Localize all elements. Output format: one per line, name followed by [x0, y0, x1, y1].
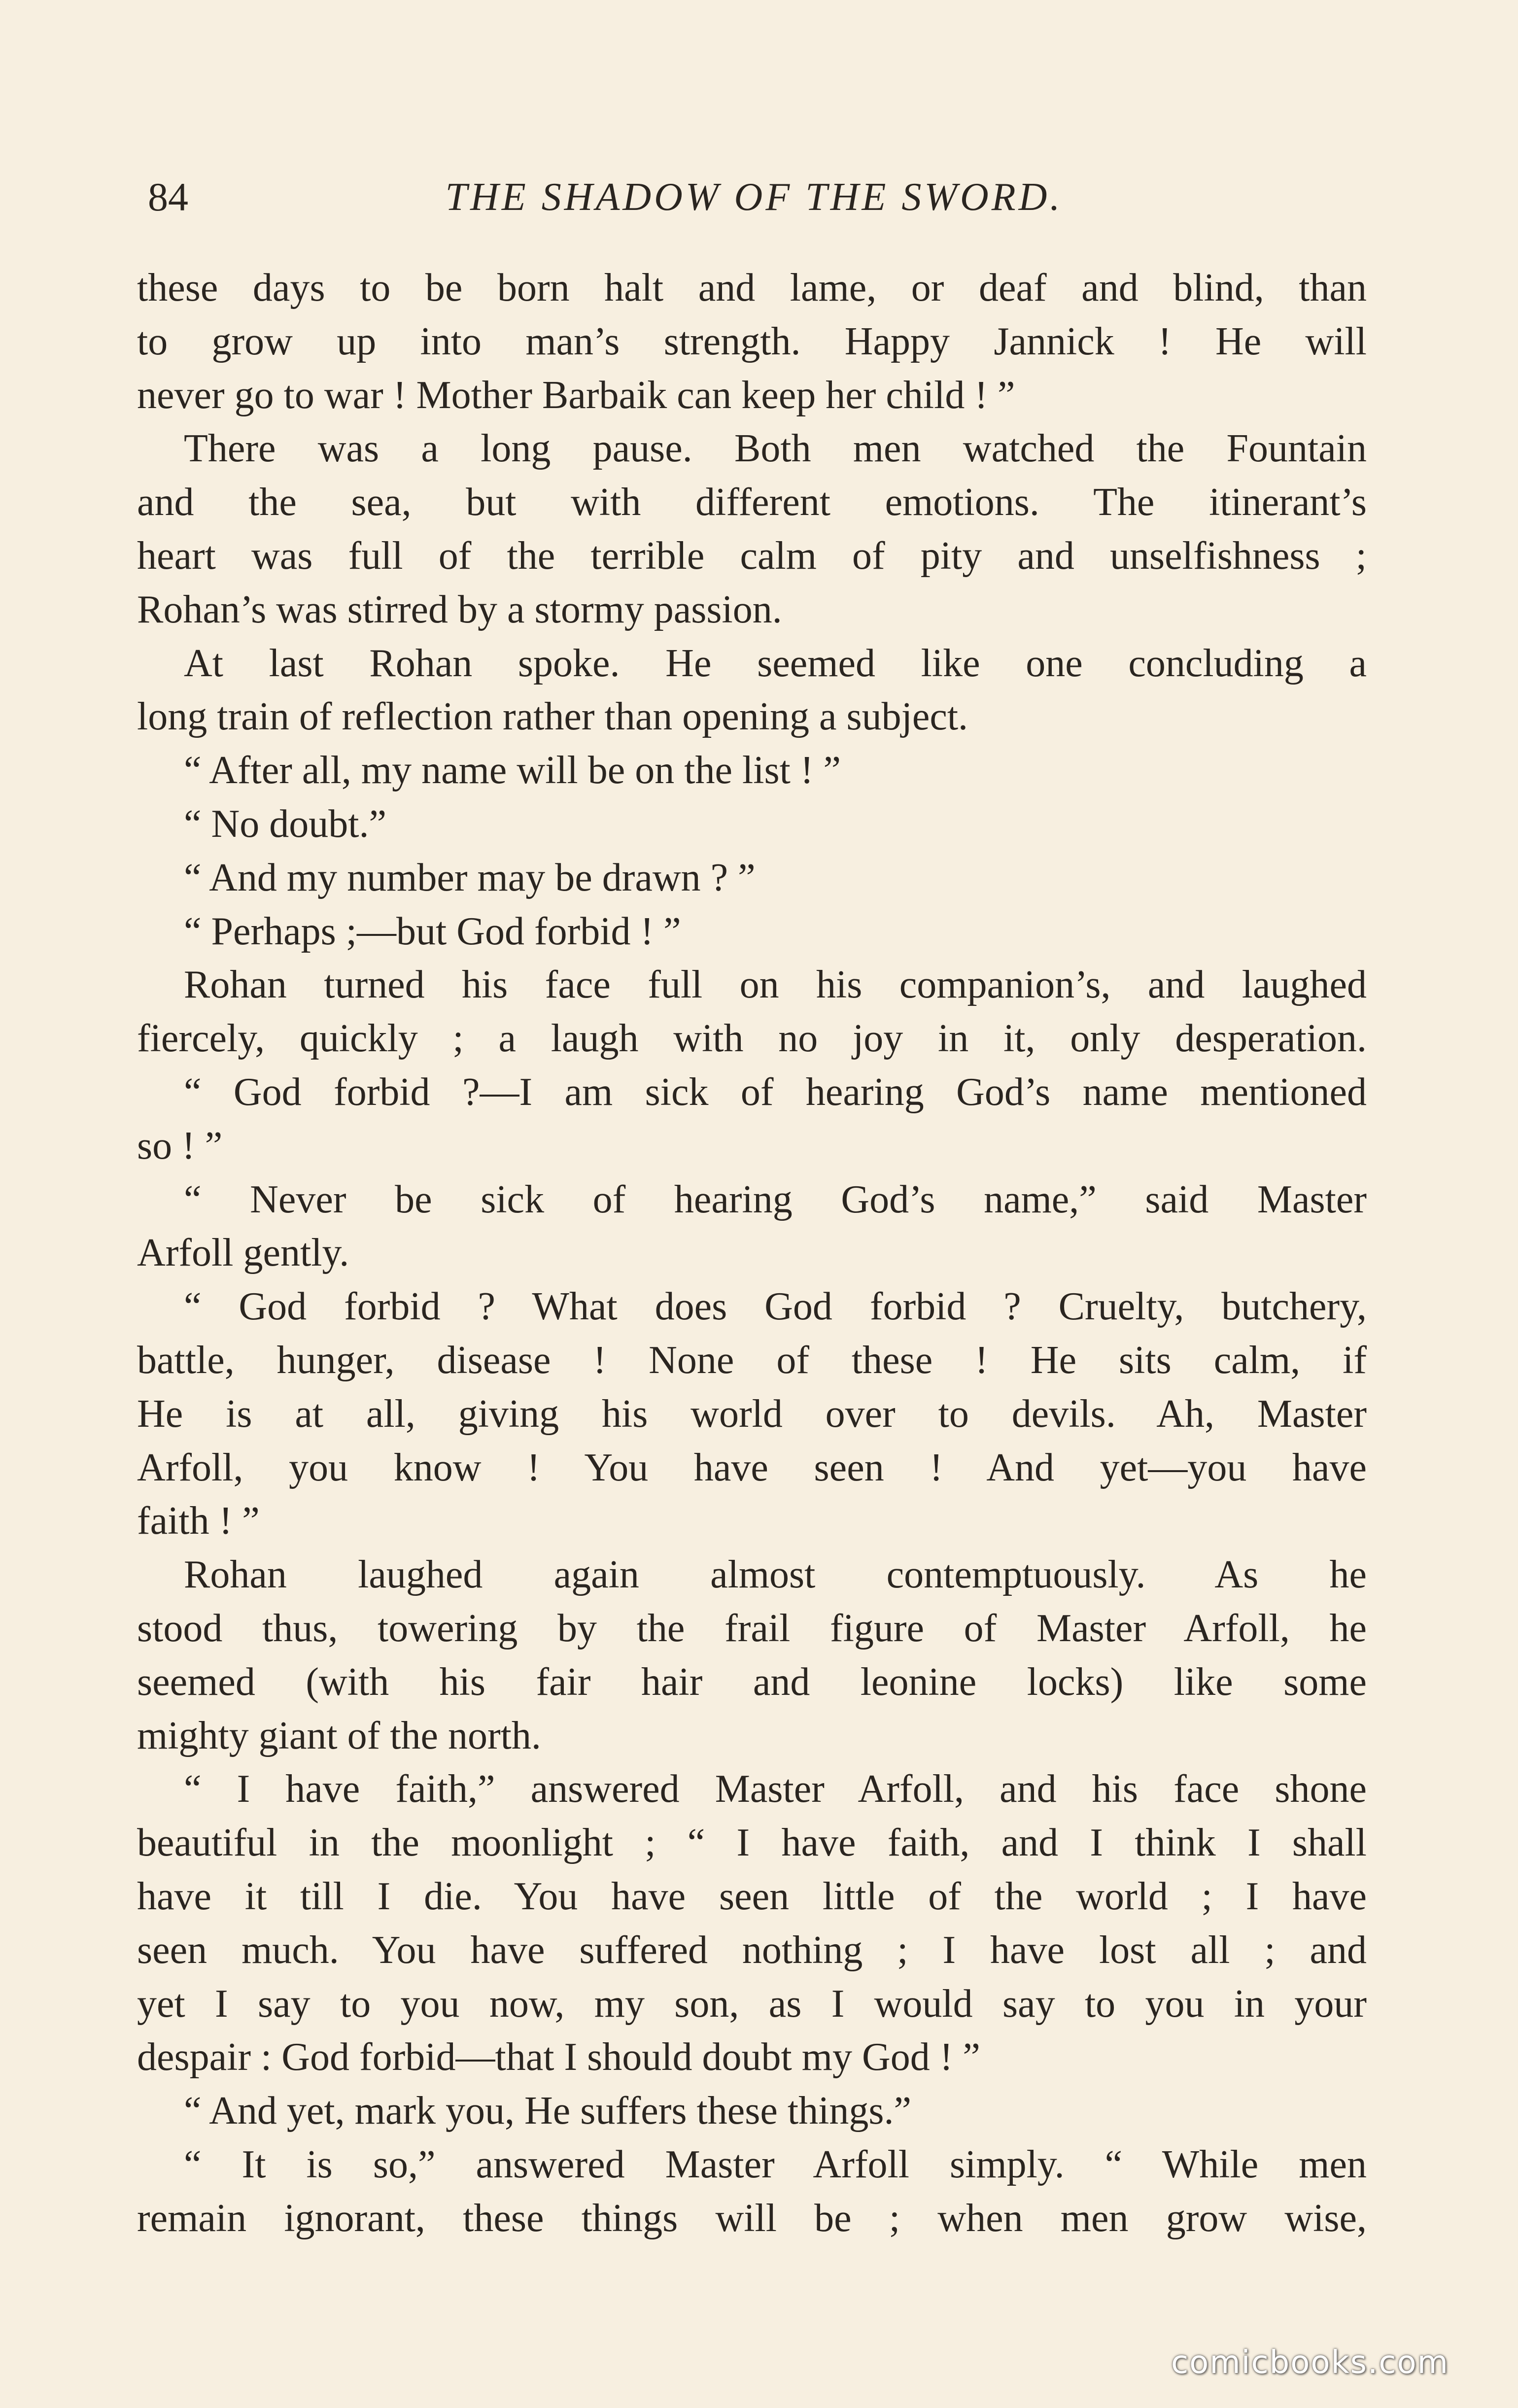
- text-line: to grow up into man’s strength. Happy Jannick ! He will: [137, 319, 1367, 363]
- text-line: There was a long pause. Both men watched the Fountain: [184, 427, 1367, 471]
- text-line: have it till I die. You have seen little of the world ; I have: [137, 1874, 1367, 1918]
- text-line: remain ignorant, these things will be ; when men grow wise,: [137, 2196, 1367, 2240]
- text-line: Rohan turned his face full on his companion’s, and laughed: [184, 963, 1367, 1007]
- text-line: yet I say to you now, my son, as I would say to you in your: [137, 1982, 1367, 2026]
- text-line: “ And my number may be drawn ? ”: [184, 856, 756, 899]
- text-line: despair : God forbid—that I should doubt my God ! ”: [137, 2035, 980, 2079]
- text-line: fiercely, quickly ; a laugh with no joy in it, only desperation.: [137, 1017, 1367, 1061]
- text-line: “ And yet, mark you, He suffers these things.”: [184, 2089, 911, 2133]
- text-line: stood thus, towering by the frail figure of Master Arfoll, he: [137, 1606, 1367, 1650]
- text-line: “ God forbid ?—I am sick of hearing God’s name mentioned: [184, 1070, 1367, 1114]
- text-line: seen much. You have suffered nothing ; I have lost all ; and: [137, 1928, 1367, 1972]
- text-line: never go to war ! Mother Barbaik can keep her child ! ”: [137, 373, 1015, 417]
- text-line: long train of reflection rather than opening a subject.: [137, 695, 968, 739]
- text-line: faith ! ”: [137, 1499, 260, 1543]
- text-line: Arfoll gently.: [137, 1231, 349, 1275]
- text-line: mighty giant of the north.: [137, 1714, 541, 1757]
- text-line: heart was full of the terrible calm of pity and unselfishness ;: [137, 534, 1367, 578]
- text-line: so ! ”: [137, 1124, 223, 1168]
- text-line: “ No doubt.”: [184, 802, 387, 846]
- text-line: battle, hunger, disease ! None of these ! He sits calm, if: [137, 1338, 1367, 1382]
- text-line: and the sea, but with different emotions. The itinerant’s: [137, 481, 1367, 524]
- text-line: “ Never be sick of hearing God’s name,” said Master: [184, 1177, 1367, 1221]
- body-text: [137, 261, 1367, 2245]
- text-line: “ After all, my name will be on the list ! ”: [184, 749, 841, 792]
- running-title: THE SHADOW OF THE SWORD.: [445, 175, 1063, 219]
- text-line: these days to be born halt and lame, or deaf and blind, than: [137, 266, 1367, 310]
- watermark: comicbooks.com: [1171, 2344, 1449, 2381]
- text-line: Rohan laughed again almost contemptuously. As he: [184, 1553, 1367, 1597]
- text-line: seemed (with his fair hair and leonine locks) like some: [137, 1660, 1367, 1704]
- text-line: “ Perhaps ;—but God forbid ! ”: [184, 909, 681, 953]
- page-number: 84: [148, 174, 188, 219]
- text-line: Rohan’s was stirred by a stormy passion.: [137, 587, 782, 631]
- text-line: He is at all, giving his world over to devils. Ah, Master: [137, 1392, 1367, 1436]
- text-line: “ God forbid ? What does God forbid ? Cruelty, butchery,: [184, 1285, 1367, 1329]
- text-line: “ It is so,” answered Master Arfoll simply. “ While men: [184, 2142, 1367, 2186]
- page-header: [148, 163, 1360, 237]
- text-line: beautiful in the moonlight ; “ I have faith, and I think I shall: [137, 1821, 1367, 1865]
- text-line: “ I have faith,” answered Master Arfoll, and his face shone: [184, 1767, 1367, 1811]
- text-line: Arfoll, you know ! You have seen ! And yet—you have: [137, 1445, 1367, 1489]
- text-line: At last Rohan spoke. He seemed like one concluding a: [184, 641, 1367, 685]
